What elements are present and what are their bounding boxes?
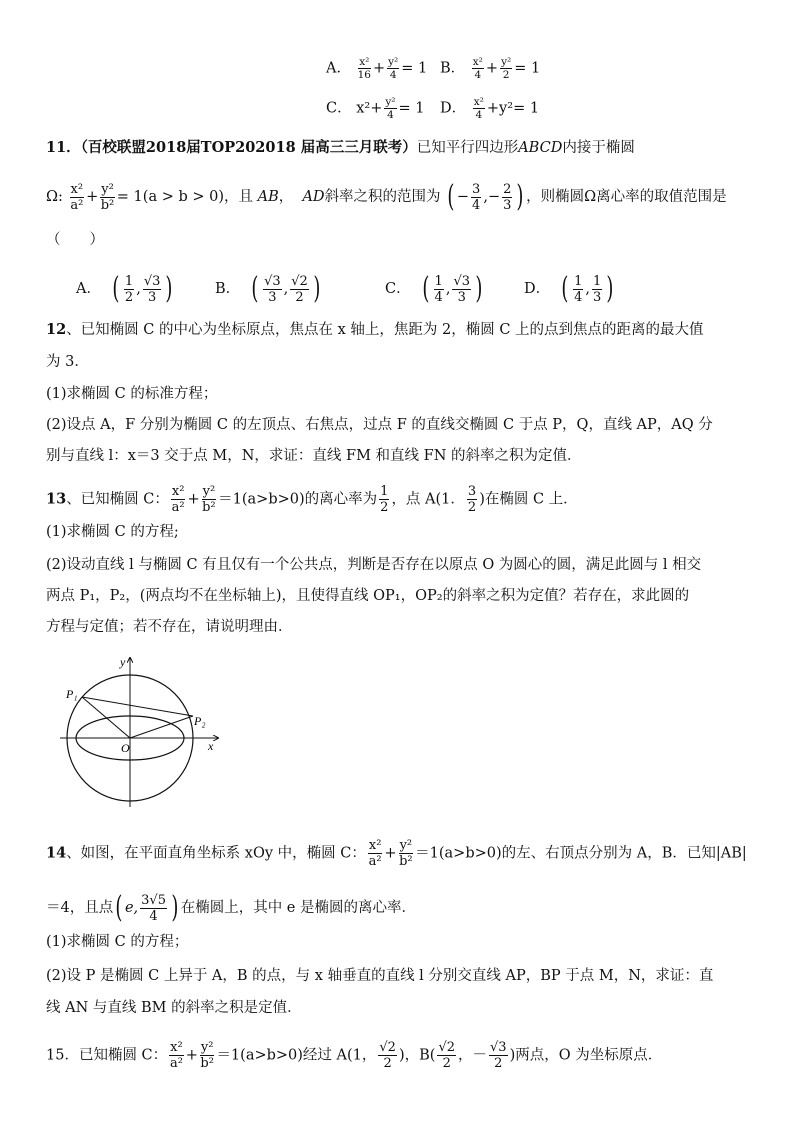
label-y: y (120, 655, 126, 669)
q14-part1: (1)求椭圆 C 的方程； (46, 934, 189, 950)
q10-option-b: B． $\frac{\text{x²}}{4}$ + $\frac{\text{y²}}{2}$ = 1 (440, 56, 541, 81)
q11-line2: Ω: $\frac{\text{x²}}{\text{a²}}$ + $\frac{\text{y²}}{\text{b²}}$ = 1(a > b > 0)，且 AB， AD斜率之积的范围为 ( − $\frac{3}{4}$ ,− $\frac{2}{3}$ ) ，则椭圆Ω离心率的取值范围是 (46, 179, 727, 214)
q13-part2b: 两点 P₁，P₂，(两点均不在坐标轴上)，且使得直线 OP₁，OP₂的斜率之积为定值？若存在，求此圆的 (46, 588, 690, 604)
q12-part1: (1)求椭圆 C 的标准方程； (46, 386, 218, 402)
q11-option-b: B． ( $\frac{√3}{3}$ , $\frac{√2}{2}$ ) (215, 271, 321, 306)
label-p1: P₁ (66, 687, 78, 701)
q14-line2: ＝4，且点( e, $\frac{3√5}{4}$ ) 在椭圆上，其中 e 是椭圆的离心率． (46, 890, 417, 925)
q14-part2a: (2)设 P 是椭圆 C 上异于 A，B 的点，与 x 轴垂直的直线 l 分别交直线 AP，BP 于点 M，N，求证：直 (46, 968, 714, 984)
q15-line1: 15．已知椭圆 C： $\frac{\text{x²}}{\text{a²}}$ + $\frac{\text{y²}}{\text{b²}}$ ＝1(a>b>0)经过 A(1， $\frac{√2}{2}$ )，B( $\frac{√2}{2}$ ，－ $\frac{√3}{2}$ )两点，O 为坐标原点． (46, 1040, 663, 1071)
tangent-line (82, 697, 193, 716)
q13-line1: 13、已知椭圆 C： $\frac{\text{x²}}{\text{a²}}$ + $\frac{\text{y²}}{\text{b²}}$ ＝1(a>b>0)的离心率为 $\frac{1}{2}$ ，点 A(1． $\frac{3}{2}$ )在椭圆 C 上． (46, 484, 578, 515)
label-p2: P₂ (194, 714, 206, 728)
q14-part2b: 线 AN 与直线 BM 的斜率之积是定值． (46, 1000, 302, 1016)
q13-figure (58, 652, 228, 812)
label-x: x (208, 739, 214, 753)
q13-part2c: 方程与定值；若不存在，请说明理由． (46, 619, 293, 635)
q11-option-a: A． ( $\frac{1}{2}$ , $\frac{√3}{3}$ ) (76, 271, 173, 306)
q12-part2a: (2)设点 A，F 分别为椭圆 C 的左顶点、右焦点，过点 F 的直线交椭圆 C 于点 P，Q，直线 AP，AQ 分 (46, 417, 713, 433)
q12-line2: 为 3． (46, 354, 89, 370)
q12-line1: 12、已知椭圆 C 的中心为坐标原点，焦点在 x 轴上，焦距为 2，椭圆 C 上的点到焦点的距离的最大值 (46, 321, 704, 338)
q10-option-a: A． $\frac{\text{x²}}{16}$ + $\frac{\text{y²}}{4}$ = 1 (326, 56, 428, 81)
q13-part2a: (2)设动直线 l 与椭圆 C 有且仅有一个公共点，判断是否存在以原点 O 为圆心的圆，满足此圆与 l 相交 (46, 557, 702, 573)
q13-part1: (1)求椭圆 C 的方程; (46, 524, 179, 540)
q14-line1: 14、如图，在平面直角坐标系 xOy 中，椭圆 C： $\frac{\text{x²}}{\text{a²}}$ + $\frac{\text{y²}}{\text{b²}}$ ＝1(a>b>0)的左、右顶点分别为 A，B．已知|AB| (46, 838, 747, 869)
q11-paren: （ ） (46, 232, 104, 248)
q11-option-d: D． ( $\frac{1}{4}$ , $\frac{1}{3}$ ) (524, 271, 614, 306)
q10-option-d: D． $\frac{\text{x²}}{4}$ +y²= 1 (440, 96, 540, 121)
label-o: O (121, 741, 130, 755)
q11-line1: 11．（百校联盟2018届TOP202018 届高三三月联考）已知平行四边形ABCD内接于椭圆 (46, 139, 635, 156)
q11-option-c: C． ( $\frac{1}{4}$ , $\frac{√3}{3}$ ) (385, 271, 483, 306)
op1-segment (82, 697, 130, 738)
q10-option-c: C． x²+ $\frac{\text{y²}}{4}$ = 1 (326, 96, 425, 121)
q12-part2b: 别与直线 l：x＝3 交于点 M，N，求证：直线 FM 和直线 FN 的斜率之积为定值． (46, 448, 582, 464)
